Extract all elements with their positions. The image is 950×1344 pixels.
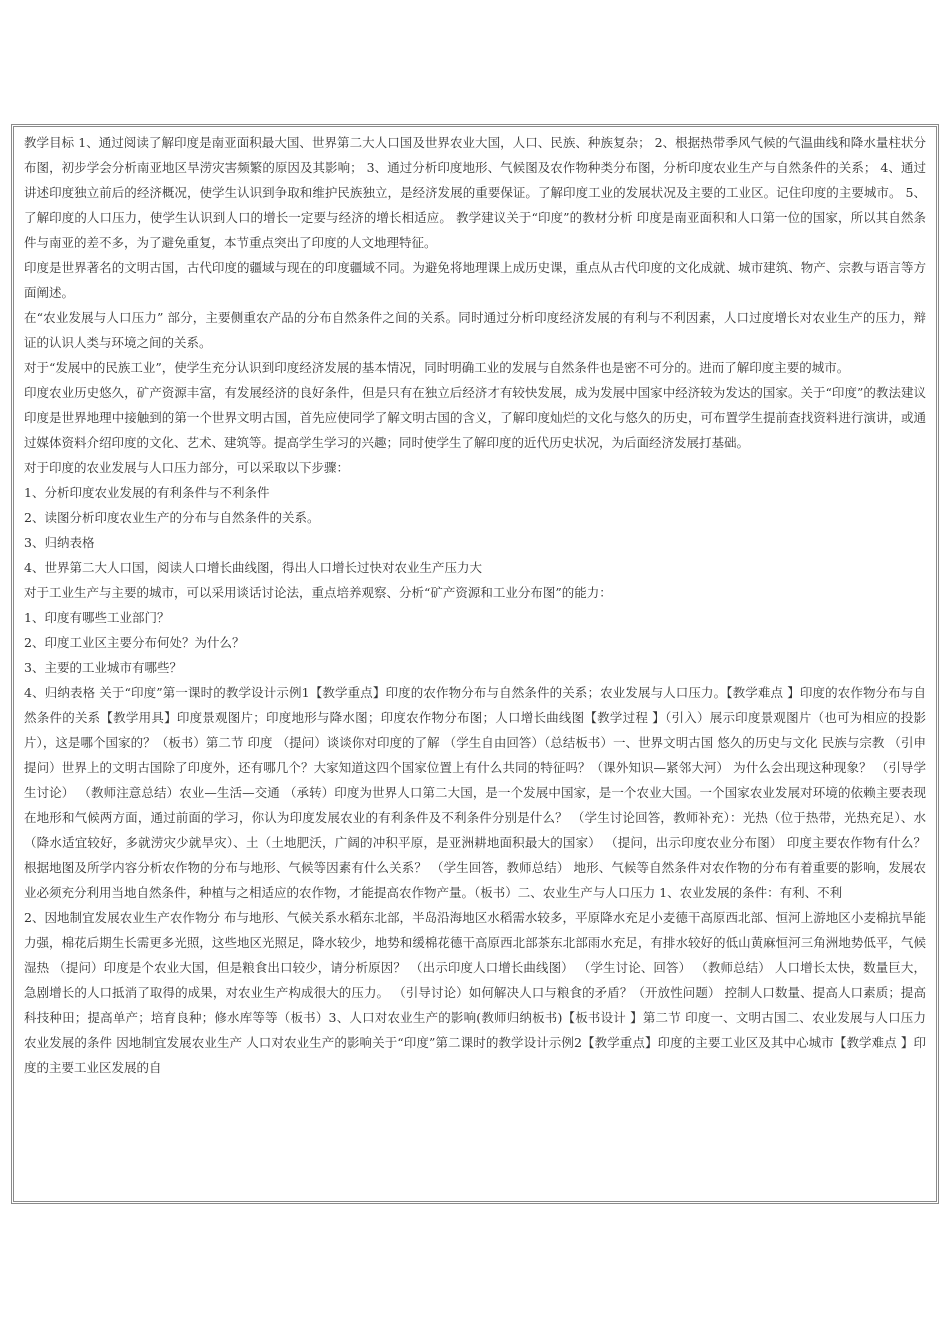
paragraph-agriculture-population: 在“农业发展与人口压力” 部分，主要侧重农产品的分布自然条件之间的关系。同时通过分析印度经济发展的有利与不利因素，人口过度增长对农业生产的压力，辩证的认识人类与环境之间的关系。 xyxy=(24,310,926,350)
list-item: 1、印度有哪些工业部门？ xyxy=(24,610,170,625)
paragraph-industry-intro: 对于工业生产与主要的城市，可以采用谈话讨论法，重点培养观察、分析“矿产资源和工业分布图”的能力： xyxy=(24,585,612,600)
document-body xyxy=(24,130,926,1080)
list-item: 1、分析印度农业发展的有利条件与不利条件 xyxy=(24,485,270,500)
list-item: 2、印度工业区主要分布何处？为什么？ xyxy=(24,635,245,650)
paragraph-lesson-one-continued: 2、因地制宜发展农业生产农作物分 布与地形、气候关系水稻东北部，半岛沿海地区水稻需水较多，平原降水充足小麦德干高原西北部、恒河上游地区小麦棉抗旱能力强，棉花后期生长需更多光照，这些地区光照足，降水较少，地势和缓棉花德干高原西北部茶东北部雨水充足，有排水较好的低山黄麻恒河三角洲地势低平，气候湿热 （提问）印度是个农业大国，但是粮食出口较少，请分析原因？ （出示印度人口增长曲线图） （学生讨论、回答） （教师总结） 人口增长太快，数量巨大，急剧增长的人口抵消了取得的成果，对农业生产构成很大的压力。 （引导讨论）如何解决人口与粮食的矛盾？（开放性问题） 控制人口数量、提高人口素质；提高科技种田；提高单产；培育良种；修水库等等（板书）3、人口对农业生产的影响(教师归纳板书)【板书设计 】第二节 印度一、文明古国二、农业发展与人口压力 农业发展的条件 因地制宜发展农业生产 人口对农业生产的影响关于“印度”第二课时的教学设计示例2【教学重点】印度的主要工业区及其中心城市【教学难点 】印度的主要工业区发展的自 xyxy=(24,910,926,1075)
list-item: 2、读图分析印度农业生产的分布与自然条件的关系。 xyxy=(24,510,320,525)
list-item: 3、主要的工业城市有哪些？ xyxy=(24,660,182,675)
paragraph-national-industry: 对于“发展中的民族工业”，使学生充分认识到印度经济发展的基本情况，同时明确工业的发展与自然条件也是密不可分的。进而了解印度主要的城市。 xyxy=(24,360,850,375)
list-item: 3、归纳表格 xyxy=(24,535,95,550)
paragraph-lesson-one: 4、归纳表格 关于“印度”第一课时的教学设计示例1【教学重点】印度的农作物分布与自然条件的关系；农业发展与人口压力。【教学难点 】印度的农作物分布与自然条件的关系【教学用具】印度景观图片；印度地形与降水图；印度农作物分布图；人口增长曲线图【教学过程 】（引入）展示印度景观图片（也可为相应的投影片），这是哪个国家的？（板书）第二节 印度 （提问）谈谈你对印度的了解 （学生自由回答）（总结板书）一、世界文明古国 悠久的历史与文化 民族与宗教 （引申提问）世界上的文明古国除了印度外，还有哪几个？大家知道这四个国家位置上有什么共同的特征吗？（课外知识—紧邻大河） 为什么会出现这种现象？ （引导学生讨论） （教师注意总结）农业—生活—交通 （承转）印度为世界人口第二大国，是一个发展中国家，是一个农业大国。一个国家农业发展对环境的依赖主要表现在地形和气候两方面，通过前面的学习，你认为印度发展农业的有利条件及不利条件分别是什么？ （学生讨论回答，教师补充）：光热（位于热带，光热充足）、水（降水适宜较好，多就涝灾少就旱灾）、土（土地肥沃，广阔的冲积平原，是亚洲耕地面积最大的国家） （提问，出示印度农业分布图） 印度主要农作物有什么？ 根据地图及所学内容分析农作物的分布与地形、气候等因素有什么关系？ （学生回答，教师总结） 地形、气候等自然条件对农作物的分布有着重要的影响，发展农业必须充分利用当地自然条件，种植与之相适应的农作物，才能提高农作物产量。（板书）二、农业生产与人口压力 1、农业发展的条件：有利、不利 xyxy=(24,685,926,900)
paragraph-steps-intro: 对于印度的农业发展与人口压力部分，可以采取以下步骤： xyxy=(24,460,350,475)
paragraph-ancient-civilization: 印度是世界著名的文明古国，古代印度的疆域与现在的印度疆域不同。为避免将地理课上成历史课，重点从古代印度的文化成就、城市建筑、物产、宗教与语言等方面阐述。 xyxy=(24,260,926,300)
list-item: 4、世界第二大人口国，阅读人口增长曲线图，得出人口增长过快对农业生产压力大 xyxy=(24,560,482,575)
paragraph-objectives: 教学目标 1、通过阅读了解印度是南亚面积最大国、世界第二大人口国及世界农业大国，人口、民族、种族复杂； 2、根据热带季风气候的气温曲线和降水量柱状分布图，初步学会分析南亚地区旱涝灾害频繁的原因及其影响； 3、通过分析印度地形、气候图及农作物种类分布图，分析印度农业生产与自然条件的关系； 4、通过讲述印度独立前后的经济概况，使学生认识到争取和维护民族独立，是经济发展的重要保证。了解印度工业的发展状况及主要的工业区。记住印度的主要城市。 5、了解印度的人口压力，使学生认识到人口的增长一定要与经济的增长相适应。 教学建议关于“印度”的教材分析 印度是南亚面积和人口第一位的国家，所以其自然条件与南亚的差不多，为了避免重复，本节重点突出了印度的人文地理特征。 xyxy=(24,135,926,250)
paragraph-teaching-suggestions: 印度农业历史悠久，矿产资源丰富，有发展经济的良好条件，但是只有在独立后经济才有较快发展，成为发展中国家中经济较为发达的国家。关于“印度”的教法建议 印度是世界地理中接触到的第一个世界文明古国，首先应使同学了解文明古国的含义，了解印度灿烂的文化与悠久的历史，可布置学生提前查找资料进行演讲，或通过媒体资料介绍印度的文化、艺术、建筑等。提高学生学习的兴趣；同时使学生了解印度的近代历史状况，为后面经济发展打基础。 xyxy=(24,385,926,450)
